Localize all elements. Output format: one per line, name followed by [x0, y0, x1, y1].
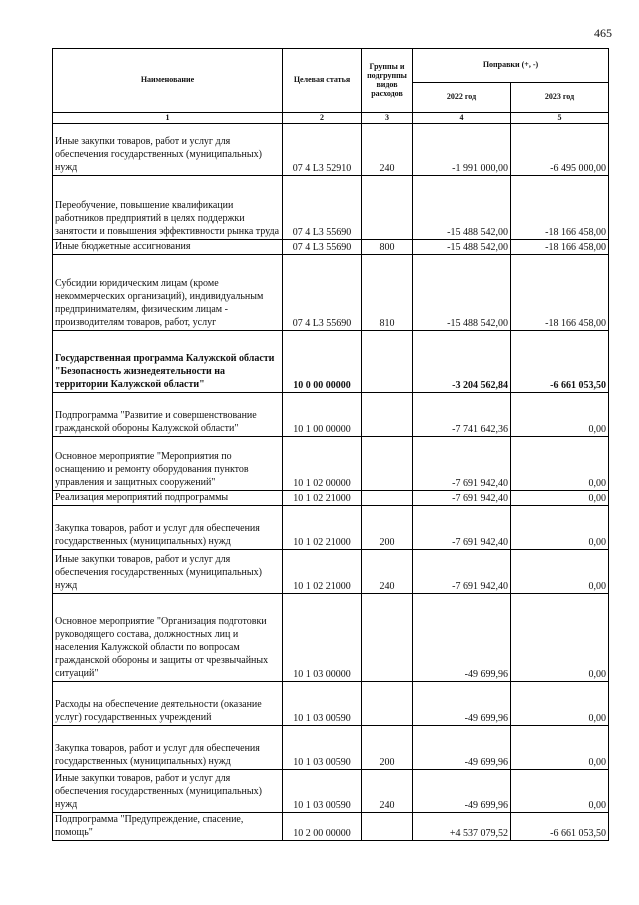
row-amount-2023: -6 495 000,00 [511, 124, 609, 176]
row-name: Закупка товаров, работ и услуг для обеспечения государственных (муниципальных) нужд [53, 726, 283, 770]
row-expense-group: 240 [362, 550, 413, 594]
row-expense-group: 240 [362, 770, 413, 813]
row-target-code: 07 4 L3 52910 [283, 124, 362, 176]
row-target-code: 10 2 00 00000 [283, 813, 362, 841]
row-target-code: 07 4 L3 55690 [283, 240, 362, 255]
column-index-3: 3 [362, 113, 413, 124]
page-number: 465 [594, 26, 612, 40]
row-name: Иные бюджетные ассигнования [53, 240, 283, 255]
row-target-code: 10 1 03 00590 [283, 770, 362, 813]
row-target-code: 10 1 03 00590 [283, 726, 362, 770]
row-name: Подпрограмма "Предупреждение, спасение, помощь" [53, 813, 283, 841]
row-target-code: 10 0 00 00000 [283, 331, 362, 393]
row-amount-2023: 0,00 [511, 726, 609, 770]
header-year-2023: 2023 год [511, 83, 609, 113]
row-amount-2023: -6 661 053,50 [511, 331, 609, 393]
row-expense-group [362, 491, 413, 506]
table-row [53, 813, 609, 841]
row-name: Основное мероприятие "Мероприятия по оснащению и ремонту оборудования пунктов управления и защитных сооружений" [53, 437, 283, 491]
table-row [53, 726, 609, 770]
column-index-2: 2 [283, 113, 362, 124]
row-expense-group [362, 437, 413, 491]
row-name: Государственная программа Калужской области "Безопасность жизнедеятельности на территории Калужской области" [53, 331, 283, 393]
row-name: Субсидии юридическим лицам (кроме некоммерческих организаций), индивидуальным предпринимателям, физическим лицам - производителям товаров, работ, услуг [53, 255, 283, 331]
row-amount-2023: 0,00 [511, 491, 609, 506]
row-amount-2022: -15 488 542,00 [413, 255, 511, 331]
row-amount-2023: -18 166 458,00 [511, 255, 609, 331]
table-row [53, 682, 609, 726]
row-expense-group [362, 594, 413, 682]
row-name: Подпрограмма "Развитие и совершенствование гражданской обороны Калужской области" [53, 393, 283, 437]
row-expense-group: 240 [362, 124, 413, 176]
row-amount-2023: 0,00 [511, 682, 609, 726]
row-amount-2022: -49 699,96 [413, 594, 511, 682]
row-name: Иные закупки товаров, работ и услуг для обеспечения государственных (муниципальных) нужд [53, 124, 283, 176]
table-row [53, 124, 609, 176]
row-amount-2023: 0,00 [511, 437, 609, 491]
row-amount-2022: -3 204 562,84 [413, 331, 511, 393]
row-name: Реализация мероприятий подпрограммы [53, 491, 283, 506]
row-amount-2023: -18 166 458,00 [511, 240, 609, 255]
row-target-code: 10 1 02 21000 [283, 506, 362, 550]
table-row [53, 255, 609, 331]
row-expense-group: 200 [362, 506, 413, 550]
row-target-code: 10 1 02 21000 [283, 550, 362, 594]
header-target: Целевая статья [283, 49, 362, 113]
row-target-code: 10 1 00 00000 [283, 393, 362, 437]
row-expense-group [362, 682, 413, 726]
header-amendments: Поправки (+, -) [413, 49, 609, 83]
row-name: Переобучение, повышение квалификации работников предприятий в целях поддержки занятости и повышения эффективности рынка труда [53, 176, 283, 240]
column-index-1: 1 [53, 113, 283, 124]
row-amount-2022: -49 699,96 [413, 726, 511, 770]
row-amount-2022: -15 488 542,00 [413, 176, 511, 240]
row-amount-2022: -7 691 942,40 [413, 550, 511, 594]
row-target-code: 07 4 L3 55690 [283, 255, 362, 331]
row-target-code: 10 1 02 21000 [283, 491, 362, 506]
row-expense-group [362, 176, 413, 240]
row-amount-2022: -1 991 000,00 [413, 124, 511, 176]
row-target-code: 10 1 03 00000 [283, 594, 362, 682]
table-row [53, 176, 609, 240]
header-year-2022: 2022 год [413, 83, 511, 113]
row-expense-group [362, 393, 413, 437]
row-amount-2023: 0,00 [511, 506, 609, 550]
row-expense-group [362, 813, 413, 841]
row-expense-group: 200 [362, 726, 413, 770]
row-amount-2022: -7 741 642,36 [413, 393, 511, 437]
table-row [53, 506, 609, 550]
table-row [53, 437, 609, 491]
header-groups: Группы и подгруппы видов расходов [362, 49, 413, 113]
row-expense-group [362, 331, 413, 393]
row-name: Иные закупки товаров, работ и услуг для обеспечения государственных (муниципальных) нужд [53, 550, 283, 594]
table-row [53, 240, 609, 255]
column-index-5: 5 [511, 113, 609, 124]
row-amount-2023: -6 661 053,50 [511, 813, 609, 841]
row-amount-2022: -7 691 942,40 [413, 491, 511, 506]
row-amount-2022: -49 699,96 [413, 682, 511, 726]
budget-amendments-table [52, 48, 609, 841]
row-amount-2022: -15 488 542,00 [413, 240, 511, 255]
row-amount-2023: 0,00 [511, 594, 609, 682]
row-amount-2022: -7 691 942,40 [413, 506, 511, 550]
row-expense-group: 800 [362, 240, 413, 255]
row-amount-2022: +4 537 079,52 [413, 813, 511, 841]
row-name: Иные закупки товаров, работ и услуг для обеспечения государственных (муниципальных) нужд [53, 770, 283, 813]
table-row [53, 550, 609, 594]
row-target-code: 07 4 L3 55690 [283, 176, 362, 240]
row-target-code: 10 1 02 00000 [283, 437, 362, 491]
row-amount-2023: 0,00 [511, 550, 609, 594]
header-name: Наименование [53, 49, 283, 113]
column-index-4: 4 [413, 113, 511, 124]
row-amount-2023: 0,00 [511, 393, 609, 437]
row-expense-group: 810 [362, 255, 413, 331]
row-name: Основное мероприятие "Организация подготовки руководящего состава, должностных лиц и населения Калужской области по вопросам гражданской обороны и защиты от чрезвычайных ситуаций" [53, 594, 283, 682]
row-target-code: 10 1 03 00590 [283, 682, 362, 726]
table-row [53, 594, 609, 682]
row-name: Расходы на обеспечение деятельности (оказание услуг) государственных учреждений [53, 682, 283, 726]
row-amount-2022: -7 691 942,40 [413, 437, 511, 491]
row-amount-2022: -49 699,96 [413, 770, 511, 813]
table-row [53, 331, 609, 393]
table-row [53, 491, 609, 506]
row-amount-2023: 0,00 [511, 770, 609, 813]
row-amount-2023: -18 166 458,00 [511, 176, 609, 240]
table-row [53, 393, 609, 437]
table-row [53, 770, 609, 813]
row-name: Закупка товаров, работ и услуг для обеспечения государственных (муниципальных) нужд [53, 506, 283, 550]
